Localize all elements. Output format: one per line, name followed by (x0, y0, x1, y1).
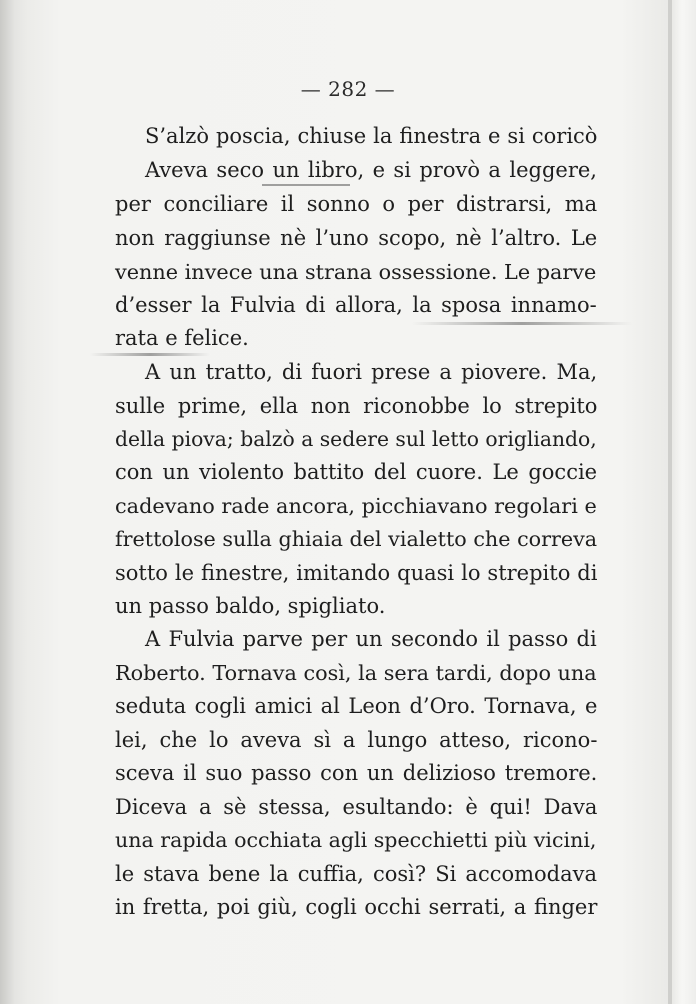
text-line-22: una rapida occhiata agli specchietti più vicini, (115, 828, 597, 852)
text-line-7: rata e felice. (115, 326, 249, 350)
text-line-4: non raggiunse nè l’uno scopo, nè l’altro. Le (115, 226, 598, 250)
text-line-8: A un tratto, di fuori prese a piovere. Ma, (145, 360, 598, 384)
text-line-12: cadevano rade ancora, picchiavano regolari e (115, 494, 597, 518)
pencil-mark-right (412, 322, 632, 325)
text-line-10: della piova; balzò a sedere sul letto origliando, (115, 427, 597, 451)
text-line-11: con un violento battito del cuore. Le goccie (115, 460, 598, 484)
text-line-15: un passo baldo, spigliato. (115, 594, 386, 618)
pencil-underline (262, 184, 350, 186)
text-line-14: sotto le finestre, imitando quasi lo strepito di (115, 561, 598, 585)
text-line-17: Roberto. Tornava così, la sera tardi, dopo una (115, 661, 597, 685)
text-line-21: Diceva a sè stessa, esultando: è qui! Dava (115, 795, 598, 819)
page-edge-line (668, 0, 672, 1004)
text-line-23: le stava bene la cuffia, così? Si accomodava (115, 862, 598, 886)
text-line-3: per conciliare il sonno o per distrarsi, ma (115, 192, 598, 216)
text-line-2: Aveva seco un libro, e si provò a leggere, (145, 158, 597, 182)
page-number: — 282 — (300, 77, 396, 101)
text-line-1: S’alzò poscia, chiuse la finestra e si coricò (145, 124, 598, 148)
text-line-9: sulle prime, ella non riconobbe lo strepito (115, 394, 598, 418)
text-line-13: frettolose sulla ghiaia del vialetto che correva (115, 527, 598, 551)
pencil-mark-left (90, 353, 210, 356)
page-binding-shadow (0, 0, 14, 1004)
text-line-6: d’esser la Fulvia di allora, la sposa innamo- (115, 293, 597, 317)
text-line-19: lei, che lo aveva sì a lungo atteso, ricono- (115, 728, 598, 752)
text-line-20: sceva il suo passo con un delizioso tremore. (115, 761, 598, 785)
text-line-16: A Fulvia parve per un secondo il passo di (145, 627, 597, 651)
text-line-24: in fretta, poi giù, cogli occhi serrati, a finger (115, 895, 598, 919)
text-line-5: venne invece una strana ossessione. Le parve (115, 260, 597, 284)
text-line-18: seduta cogli amici al Leon d’Oro. Tornava, e (115, 694, 598, 718)
